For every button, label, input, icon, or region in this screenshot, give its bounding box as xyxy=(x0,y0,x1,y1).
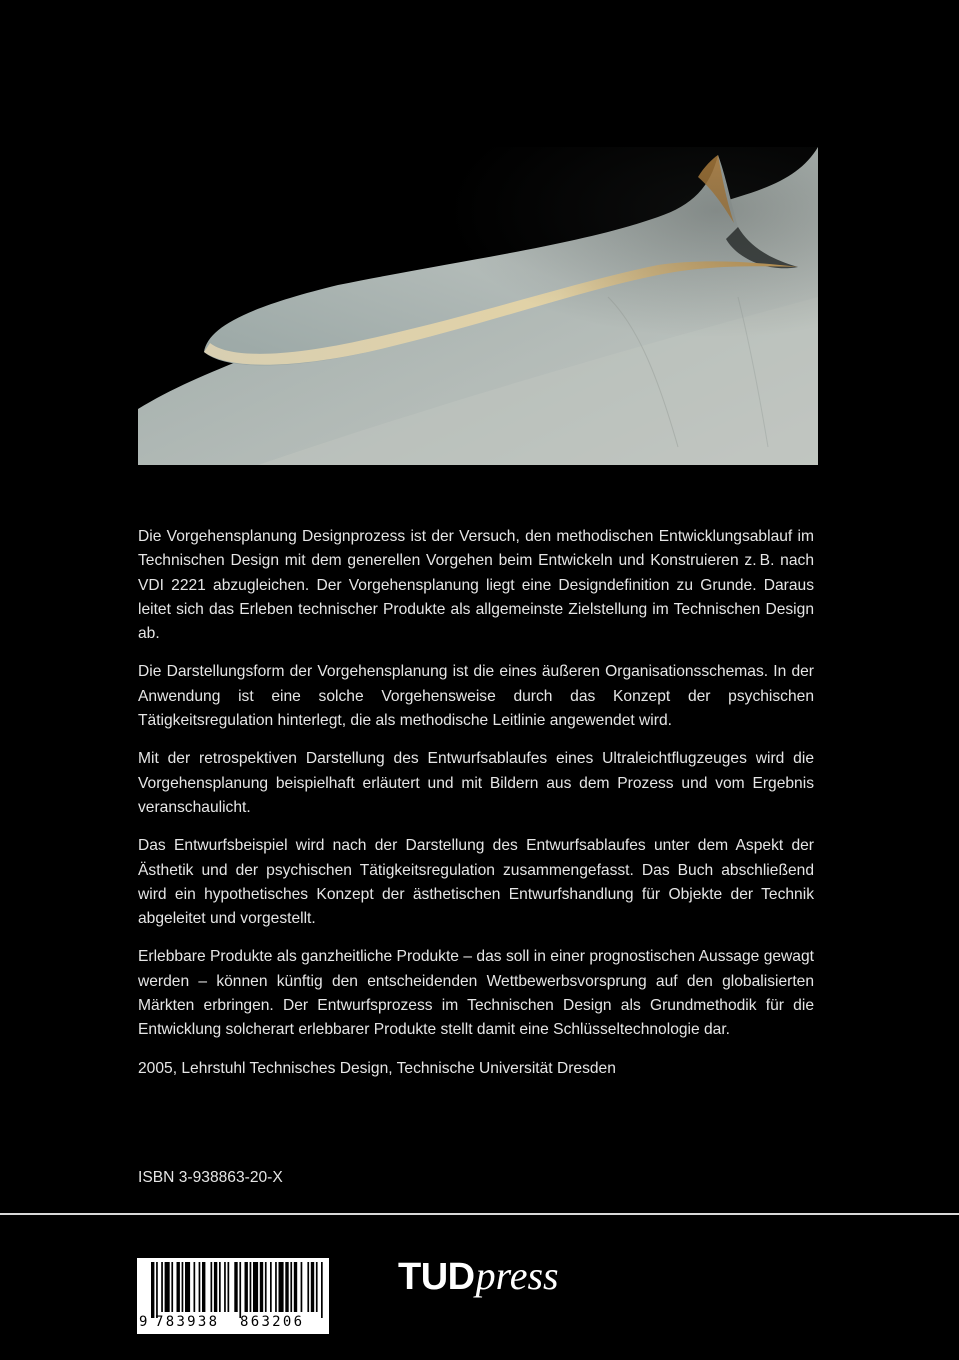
barcode-bar xyxy=(260,1262,263,1312)
barcode-bar xyxy=(199,1262,201,1312)
barcode-bar xyxy=(275,1262,277,1312)
blurb-paragraph-5: Erlebbare Produkte als ganzheitliche Produkte – das soll in einer prognostischen Aussage gewagt werden – können künftig den entscheidenden Wettbewerbsvorsprung auf den globalisierten Märkten erbringen. Der Entwurfsprozess im Technischen Design als Grundmethodik für die Entwicklung solcherart erlebbarer Produkte stellt damit eine Schlüsseltechnologie dar. xyxy=(138,948,814,1039)
barcode-lead-digit: 9 xyxy=(139,1314,150,1330)
barcode-bar xyxy=(279,1262,284,1312)
blurb-paragraph-1: Die Vorgehensplanung Designprozess ist der Versuch, den methodischen Entwicklungsablauf im Technischen Design mit dem generellen Vorgehen beim Entwickeln und Konstruieren z. B. nach VDI 2221 abzugleichen. Der Vorgehensplanung liegt eine Designdefinition zu Grunde. Daraus leitet sich das Erleben technischer Produkte als allgemeinste Zielstellung im Technischen Design ab. xyxy=(138,528,814,643)
barcode-bar xyxy=(151,1262,154,1318)
barcode-bar xyxy=(311,1262,314,1312)
barcode-right-digits: 863206 xyxy=(240,1314,305,1330)
barcode-bar xyxy=(307,1262,309,1312)
publisher-logo-italic: press xyxy=(475,1253,559,1298)
blurb-paragraph-4: Das Entwurfsbeispiel wird nach der Darstellung des Entwurfsablaufes unter dem Aspekt der Ästhetik und der psychischen Tätigkeitsregulation zusammengefasst. Das Buch abschließend wird ein hypothetisches Konzept der ästhetischen Entwurfshandlung für Objekte der Technik abgeleitet und vorgestellt. xyxy=(138,837,814,928)
publisher-logo xyxy=(398,1252,559,1299)
barcode-bar xyxy=(294,1262,297,1312)
barcode-bar xyxy=(185,1262,190,1312)
blurb-paragraph-3: Mit der retrospektiven Darstellung des Entwurfsablaufes eines Ultraleichtflugzeuges wird die Vorgehensplanung beispielhaft erläutert und mit Bildern aus dem Prozess und vom Ergebnis veranschaulicht. xyxy=(138,750,814,816)
barcode-bar xyxy=(239,1262,241,1318)
barcode-bar xyxy=(171,1262,173,1312)
barcode-bar xyxy=(228,1262,230,1312)
barcode-bar xyxy=(156,1262,158,1318)
cover-photo xyxy=(138,147,818,465)
barcode-bar xyxy=(265,1262,267,1312)
barcode-bar xyxy=(285,1262,288,1312)
publisher-logo-bold: TUD xyxy=(398,1256,475,1298)
barcode-bar xyxy=(253,1262,258,1312)
isbn-number: ISBN 3-938863-20-X xyxy=(138,1169,283,1186)
publisher-credit: 2005, Lehrstuhl Technisches Design, Technische Universität Dresden xyxy=(138,1059,616,1077)
barcode-bar xyxy=(219,1262,221,1312)
barcode-bar xyxy=(301,1262,303,1312)
barcode-bar xyxy=(245,1262,248,1312)
barcode-bar xyxy=(250,1262,252,1312)
barcode-bar xyxy=(224,1262,226,1312)
barcode-bar xyxy=(211,1262,213,1312)
barcode-bar xyxy=(316,1262,318,1312)
barcode-bar xyxy=(182,1262,184,1312)
barcode-bar xyxy=(214,1262,217,1312)
barcode-bar xyxy=(165,1262,170,1312)
barcode-bar xyxy=(234,1262,237,1312)
back-cover-blurb xyxy=(138,525,814,1081)
barcode-bar xyxy=(202,1262,205,1312)
barcode-bar xyxy=(161,1262,163,1312)
barcode-bar xyxy=(321,1262,323,1318)
blurb-paragraph-2: Die Darstellungsform der Vorgehensplanung ist die eines äußeren Organisationsschemas. In der Anwendung ist eine solche Vorgehensweise durch das Konzept der psychischen Tätigkeitsregulation hinterlegt, die als methodische Leitlinie angewendet wird. xyxy=(138,663,814,730)
barcode-bar xyxy=(194,1262,196,1312)
barcode-bar xyxy=(177,1262,180,1312)
barcode-bar xyxy=(290,1262,292,1312)
divider-line xyxy=(0,1213,959,1215)
barcode-left-digits: 783938 xyxy=(155,1314,220,1330)
barcode-bar xyxy=(270,1262,272,1312)
barcode xyxy=(137,1258,329,1334)
